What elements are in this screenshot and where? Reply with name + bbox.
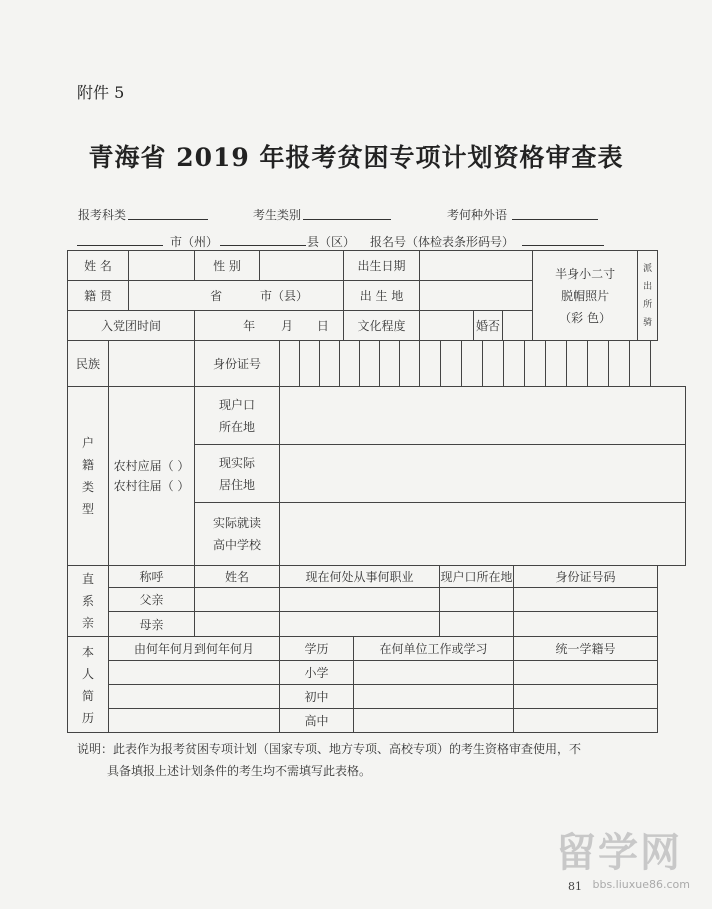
mother-job-field[interactable] (280, 612, 440, 637)
day-label: 日 (316, 319, 329, 333)
row-hukou (68, 387, 686, 445)
relatives-resume-table (67, 565, 658, 733)
rural-past-option[interactable]: 农村往届（ ） (113, 479, 190, 493)
relatives-label (68, 566, 109, 637)
page-number: 81 (568, 880, 582, 893)
father-job-field[interactable] (280, 588, 440, 612)
household-type-label (68, 387, 109, 566)
ethnic-label: 民族 (68, 341, 109, 387)
id-digit-cell[interactable] (630, 341, 651, 387)
photo-text-1: 半身小二寸 (555, 266, 616, 281)
period-header: 由何年何月到何年何月 (109, 637, 280, 661)
party-time-field[interactable] (195, 311, 344, 341)
reg-no-label: 报名号（体检表条形码号） (370, 235, 515, 249)
birth-date-field[interactable] (420, 251, 533, 281)
row-name (68, 251, 658, 281)
rel-hukou-header: 现户口所在地 (440, 566, 514, 588)
language-blank[interactable] (512, 219, 598, 220)
city-blank[interactable] (77, 245, 163, 246)
id-digit-cell[interactable] (609, 341, 630, 387)
residence-label-line2: 居住地 (218, 477, 255, 492)
resume-header-row (68, 637, 658, 661)
qualification-form (67, 250, 658, 341)
rural-current-option[interactable]: 农村应届（ ） (113, 459, 190, 473)
resume-junior-row (68, 685, 658, 709)
id-digit-cell[interactable] (320, 341, 340, 387)
birthplace-field[interactable] (420, 281, 533, 311)
birthplace-label: 出 生 地 (344, 281, 420, 311)
row-ethnic-id (68, 341, 686, 387)
relatives-header-row (68, 566, 658, 588)
primary-student-no-field[interactable] (514, 661, 658, 685)
native-field[interactable] (129, 281, 344, 311)
primary-unit-field[interactable] (354, 661, 514, 685)
id-digit-cell[interactable] (504, 341, 525, 387)
marriage-field[interactable] (503, 311, 533, 341)
resume-primary-row (68, 661, 658, 685)
watermark-logo: 留学网 (556, 830, 682, 876)
school-field[interactable] (280, 503, 686, 566)
id-digit-cell[interactable] (340, 341, 360, 387)
resume-senior-row (68, 709, 658, 733)
id-digit-cell[interactable] (420, 341, 441, 387)
senior-period-field[interactable] (109, 709, 280, 733)
id-label: 身份证号 (195, 341, 280, 387)
gender-label: 性 别 (195, 251, 260, 281)
category-label: 考生类别 (253, 208, 302, 222)
hukou-field[interactable] (280, 387, 686, 445)
student-no-header: 统一学籍号 (514, 637, 658, 661)
birth-date-label: 出生日期 (344, 251, 420, 281)
relatives-text: 直系亲 (81, 572, 94, 630)
ethnic-field[interactable] (109, 341, 195, 387)
residence-label-line1: 现实际 (218, 455, 255, 470)
school-label (195, 503, 280, 566)
father-name-field[interactable] (195, 588, 280, 612)
province-label: 省 (210, 289, 223, 303)
police-station-seal (638, 251, 658, 341)
id-digit-cell[interactable] (462, 341, 483, 387)
subject-label: 报考科类 (78, 208, 127, 222)
city-label: 市（州） (170, 235, 219, 249)
qualification-form-lower (67, 340, 686, 566)
id-digit-cell[interactable] (546, 341, 567, 387)
photo-text-3: （彩 色） (559, 310, 611, 325)
education-label: 文化程度 (344, 311, 420, 341)
mother-name-field[interactable] (195, 612, 280, 637)
month-label: 月 (281, 319, 294, 333)
father-label: 父亲 (109, 588, 195, 612)
id-digit-cell[interactable] (567, 341, 588, 387)
reg-no-blank[interactable] (522, 245, 604, 246)
footnote (77, 738, 637, 782)
resume-text: 本人简历 (81, 644, 94, 725)
attachment-label: 附件 5 (77, 83, 125, 102)
education-field[interactable] (420, 311, 474, 341)
primary-label: 小学 (280, 661, 354, 685)
marriage-label: 婚否 (474, 311, 503, 341)
mother-hukou-field[interactable] (440, 612, 514, 637)
father-hukou-field[interactable] (440, 588, 514, 612)
county-label: 县（区） (307, 235, 356, 249)
native-label: 籍 贯 (68, 281, 129, 311)
police-station-label: 派出所骑 (643, 263, 653, 328)
rural-options (109, 387, 195, 566)
id-digit-cell[interactable] (483, 341, 504, 387)
junior-label: 初中 (280, 685, 354, 709)
father-id-field[interactable] (514, 588, 658, 612)
name-label: 姓 名 (68, 251, 129, 281)
junior-period-field[interactable] (109, 685, 280, 709)
rel-job-header: 现在何处从事何职业 (280, 566, 440, 588)
rel-id-header: 身份证号码 (514, 566, 658, 588)
page-title: 青海省 2019 年报考贫困专项计划资格审查表 (88, 143, 624, 172)
county-blank[interactable] (220, 245, 306, 246)
subject-blank[interactable] (128, 219, 208, 220)
id-digit-cell[interactable] (588, 341, 609, 387)
school-label-line1: 实际就读 (212, 516, 261, 530)
relatives-mother-row (68, 612, 658, 637)
senior-unit-field[interactable] (354, 709, 514, 733)
gender-field[interactable] (260, 251, 344, 281)
residence-label (195, 445, 280, 503)
junior-student-no-field[interactable] (514, 685, 658, 709)
party-time-label: 入党团时间 (68, 311, 195, 341)
language-label: 考何种外语 (447, 208, 508, 222)
id-digit-cell[interactable] (360, 341, 380, 387)
footnote-line1: 说明：此表作为报考贫困专项计划（国家专项、地方专项、高校专项）的考生资格审查使用，不 (77, 742, 582, 756)
senior-label: 高中 (280, 709, 354, 733)
id-digit-cell[interactable] (280, 341, 300, 387)
hukou-label-line1: 现户口 (218, 397, 255, 412)
footnote-line2: 具备填报上述计划条件的考生均不需填写此表格。 (107, 764, 372, 778)
mother-label: 母亲 (109, 612, 195, 637)
household-type-text: 户籍类型 (81, 436, 94, 516)
junior-unit-field[interactable] (354, 685, 514, 709)
id-digit-cell[interactable] (400, 341, 420, 387)
rel-name-header: 姓名 (195, 566, 280, 588)
senior-student-no-field[interactable] (514, 709, 658, 733)
mother-id-field[interactable] (514, 612, 658, 637)
watermark-url: bbs.liuxue86.com (592, 878, 690, 891)
city-county-label: 市（县） (259, 289, 308, 303)
residence-field[interactable] (280, 445, 686, 503)
id-digit-cell[interactable] (380, 341, 400, 387)
relatives-father-row (68, 588, 658, 612)
hukou-label (195, 387, 280, 445)
primary-period-field[interactable] (109, 661, 280, 685)
photo-box[interactable] (533, 251, 638, 341)
edu-level-header: 学历 (280, 637, 354, 661)
rel-title-header: 称呼 (109, 566, 195, 588)
id-digit-cell[interactable] (525, 341, 546, 387)
name-field[interactable] (129, 251, 195, 281)
resume-label (68, 637, 109, 733)
year-label: 年 (243, 319, 256, 333)
id-digit-cell[interactable] (300, 341, 320, 387)
photo-text-2: 脱帽照片 (561, 288, 610, 303)
category-blank[interactable] (303, 219, 391, 220)
id-digit-cell[interactable] (441, 341, 462, 387)
hukou-label-line2: 所在地 (218, 419, 255, 434)
work-study-header: 在何单位工作或学习 (354, 637, 514, 661)
school-label-line2: 高中学校 (212, 538, 261, 552)
